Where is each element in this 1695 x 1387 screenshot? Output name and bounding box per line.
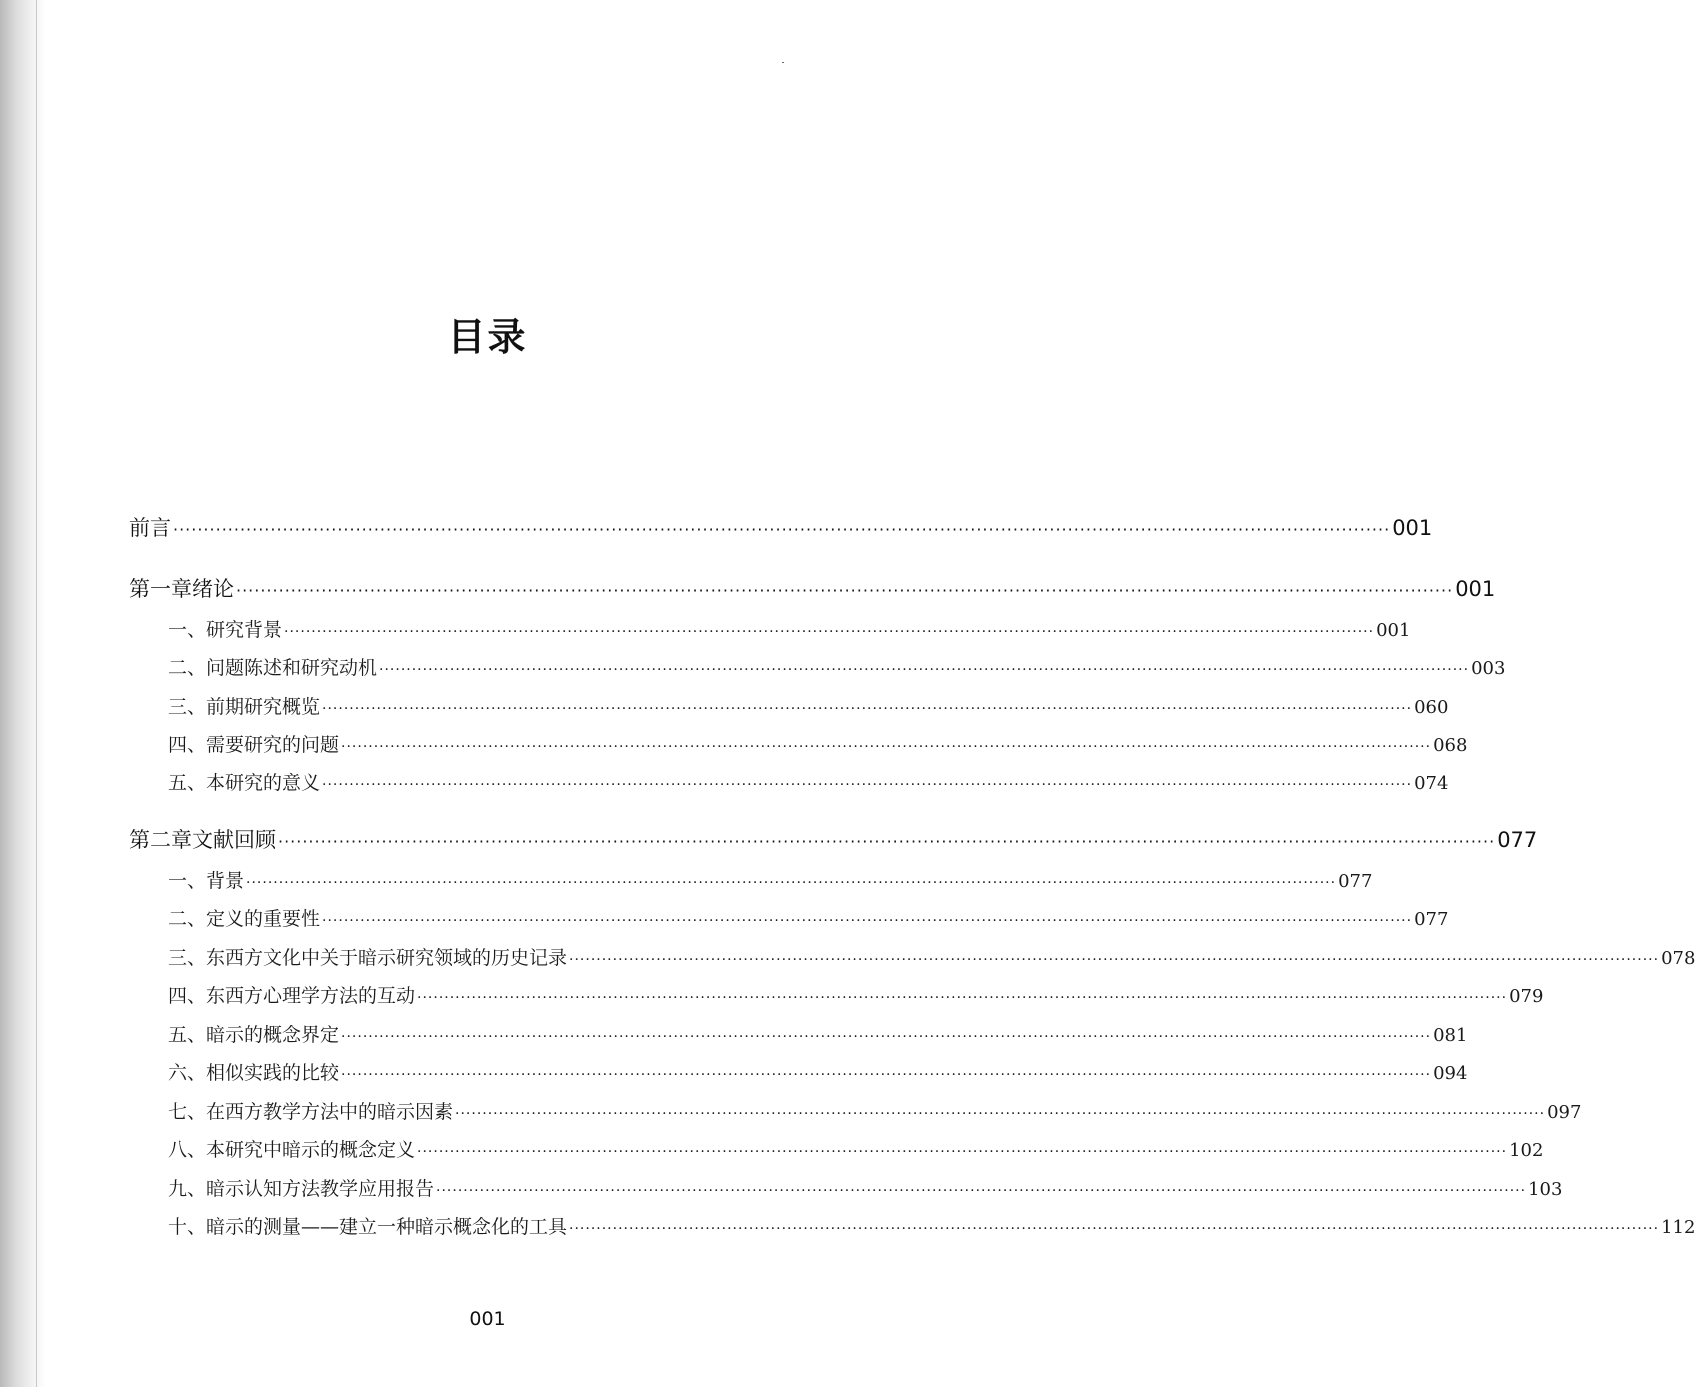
toc-entry-label: 一、研究背景 [168, 619, 283, 641]
toc-entry-label: 七、在西方教学方法中的暗示因素 [168, 1101, 454, 1123]
toc-entry-label: 九、暗示认知方法教学应用报告 [168, 1178, 435, 1200]
toc-leader-dots: ········································································································································································································ [246, 875, 1337, 891]
toc-entry-label: 三、前期研究概览 [168, 696, 321, 718]
toc-entry-page: 094 [1433, 1063, 1468, 1084]
toc-entry-page: 112 [1661, 1217, 1695, 1238]
toc-entry-page: 077 [1414, 909, 1449, 930]
toc-entry-label: 五、暗示的概念界定 [168, 1024, 340, 1046]
toc-entry-page: 081 [1433, 1025, 1468, 1046]
toc-entry-label: 二、定义的重要性 [168, 908, 321, 930]
toc-entry-2-4[interactable] [168, 981, 1544, 1008]
toc-leader-dots: ········································································································································································································ [436, 1183, 1527, 1199]
toc-leader-dots: ········································································································································································································ [322, 913, 1413, 929]
toc-entry-2-9[interactable] [168, 1174, 1563, 1201]
toc-entry-page: 003 [1471, 658, 1506, 679]
page-number: 001 [469, 1308, 506, 1330]
scan-speck [782, 62, 784, 63]
toc-leader-dots: ········································································································································································································ [341, 1067, 1432, 1083]
toc-leader-dots: ········································································································································································································ [341, 1029, 1432, 1045]
toc-chapter-title: 文献回顾 [192, 828, 276, 852]
toc-entry-page: 077 [1338, 871, 1373, 892]
toc-entry-2-7[interactable] [168, 1097, 1582, 1124]
toc-entry-2-6[interactable] [168, 1058, 1468, 1085]
toc-leader-dots: ········································································································································································································ [379, 662, 1470, 678]
toc-leader-dots: ········································································································································································································ [569, 952, 1660, 968]
toc-entry-page: 068 [1433, 735, 1468, 756]
toc-leader-dots: ········································································································································································································ [236, 581, 1454, 600]
toc-entry-chapter-1[interactable] [129, 573, 1496, 603]
toc-entry-page: 001 [1392, 516, 1433, 540]
toc-chapter-title: 绪论 [192, 577, 234, 601]
toc-entry-label: 八、本研究中暗示的概念定义 [168, 1139, 416, 1161]
toc-entry-chapter-2[interactable] [129, 824, 1538, 854]
toc-leader-dots: ········································································································································································································ [417, 1144, 1508, 1160]
toc-leader-dots: ········································································································································································································ [173, 520, 1391, 539]
toc-entry-page: 074 [1414, 773, 1449, 794]
toc-entry-page: 001 [1455, 577, 1496, 601]
toc-entry-page: 079 [1509, 986, 1544, 1007]
toc-leader-dots: ········································································································································································································ [341, 739, 1432, 755]
toc-entry-label: 十、暗示的测量——建立一种暗示概念化的工具 [168, 1216, 568, 1238]
toc-leader-dots: ········································································································································································································ [284, 624, 1375, 640]
toc-entry-1-1[interactable] [168, 615, 1411, 642]
page-title: 目录 [447, 315, 528, 359]
toc-entry-2-2[interactable] [168, 904, 1449, 931]
toc-entry-2-10[interactable] [168, 1212, 1695, 1239]
toc-leader-dots: ········································································································································································································ [322, 701, 1413, 717]
toc-entry-2-8[interactable] [168, 1135, 1544, 1162]
toc-entry-page: 102 [1509, 1140, 1544, 1161]
toc-leader-dots: ········································································································································································································ [417, 990, 1508, 1006]
toc-entry-page: 001 [1376, 620, 1411, 641]
toc-leader-dots: ········································································································································································································ [322, 777, 1413, 793]
toc-leader-dots: ········································································································································································································ [278, 832, 1496, 851]
toc-entry-label: 前言 [129, 516, 171, 540]
toc-leader-dots: ········································································································································································································ [455, 1106, 1546, 1122]
toc-entry-preface[interactable] [129, 512, 1433, 542]
toc-entry-2-3[interactable] [168, 943, 1695, 970]
page-binding-shadow [0, 0, 46, 1387]
toc-entry-1-3[interactable] [168, 692, 1449, 719]
toc-entry-1-5[interactable] [168, 768, 1449, 795]
toc-entry-label: 四、东西方心理学方法的互动 [168, 985, 416, 1007]
toc-entry-2-5[interactable] [168, 1020, 1468, 1047]
toc-entry-page: 078 [1661, 948, 1695, 969]
toc-entry-page: 077 [1497, 828, 1538, 852]
toc-entry-page: 060 [1414, 697, 1449, 718]
toc-entry-label: 五、本研究的意义 [168, 772, 321, 794]
page-binding-edge [36, 0, 37, 1387]
toc-entry-1-2[interactable] [168, 653, 1506, 680]
toc-entry-2-1[interactable] [168, 866, 1373, 893]
toc-entry-label: 二、问题陈述和研究动机 [168, 657, 378, 679]
toc-entry-1-4[interactable] [168, 730, 1468, 757]
toc-entry-label: 六、相似实践的比较 [168, 1062, 340, 1084]
toc-entry-label: 一、背景 [168, 870, 245, 892]
toc-entry-label: 三、东西方文化中关于暗示研究领域的历史记录 [168, 947, 568, 969]
toc-chapter-number: 第二章 [129, 828, 192, 852]
toc-entry-page: 103 [1528, 1179, 1563, 1200]
toc-leader-dots: ········································································································································································································ [569, 1221, 1660, 1237]
toc-entry-page: 097 [1547, 1102, 1582, 1123]
toc-chapter-number: 第一章 [129, 577, 192, 601]
toc-entry-label: 四、需要研究的问题 [168, 734, 340, 756]
